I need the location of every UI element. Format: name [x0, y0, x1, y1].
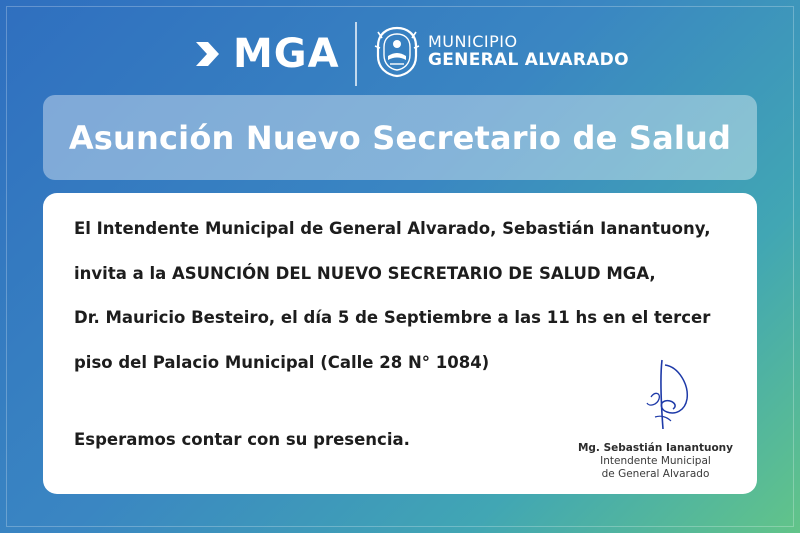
header — [0, 18, 800, 88]
closing-text: Esperamos contar con su presencia. — [74, 430, 410, 449]
municipio-logo — [374, 26, 629, 78]
invitation-line: El Intendente Municipal de General Alvarado, Sebastián Ianantuony, — [74, 219, 711, 238]
handwritten-signature-icon — [641, 357, 711, 432]
signatory-name: Mg. Sebastián Ianantuony — [577, 442, 734, 454]
mga-logo-text: MGA — [233, 31, 340, 77]
signatory-role-municipality: de General Alvarado — [601, 468, 710, 480]
invitation-card — [43, 193, 757, 494]
page-title: Asunción Nuevo Secretario de Salud — [68, 118, 732, 157]
municipal-seal-icon — [374, 26, 420, 78]
municipio-name: GENERAL ALVARADO — [428, 50, 629, 71]
header-divider — [355, 22, 357, 86]
invitation-text — [74, 214, 734, 392]
signatory-role: Intendente Municipal — [600, 455, 711, 467]
municipio-label: MUNICIPIO — [428, 32, 518, 52]
mga-logo — [193, 30, 340, 78]
signature-block — [573, 442, 738, 481]
title-banner — [43, 95, 757, 180]
invitation-line: invita a la ASUNCIÓN DEL NUEVO SECRETARIO DE SALUD MGA, — [74, 263, 656, 283]
mga-chevron-icon — [193, 36, 229, 72]
invitation-line: piso del Palacio Municipal (Calle 28 N° 1084) — [74, 352, 490, 372]
invitation-line: Dr. Mauricio Besteiro, el día 5 de Septiembre a las 11 hs en el tercer — [74, 308, 711, 327]
